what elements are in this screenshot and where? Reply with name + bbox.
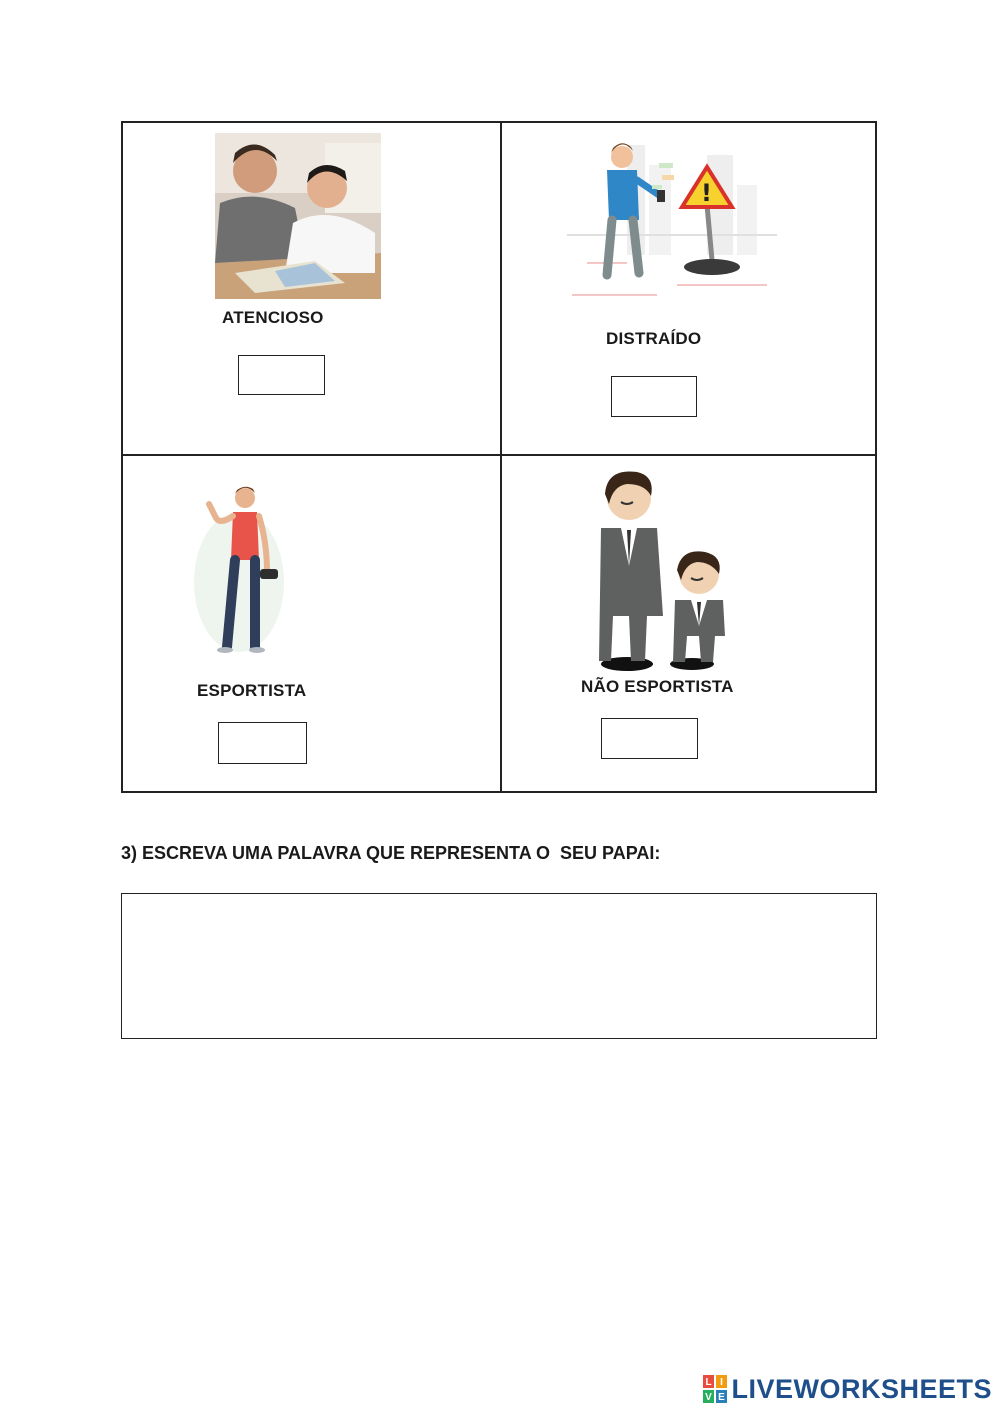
card-label: NÃO ESPORTISTA <box>581 677 734 696</box>
question-3: 3) ESCREVA UMA PALAVRA QUE REPRESENTA O SEU PAPAI: <box>121 843 661 863</box>
father-son-reading-illustration <box>215 133 381 299</box>
card-esportista <box>123 456 500 793</box>
card-label: ESPORTISTA <box>197 681 307 700</box>
brand-name: LIVEWORKSHEETS <box>731 1373 992 1404</box>
svg-text:E: E <box>718 1392 726 1403</box>
liveworksheets-footer <box>703 1373 992 1405</box>
card-atencioso <box>123 123 500 454</box>
card-distraido <box>502 123 877 454</box>
matching-grid <box>121 121 877 793</box>
card-nao-esportista <box>502 456 877 793</box>
answer-textbox[interactable] <box>121 893 877 1039</box>
svg-text:I: I <box>720 1377 724 1388</box>
answer-box-atencioso[interactable] <box>238 355 325 395</box>
card-label: ATENCIOSO <box>222 308 324 327</box>
answer-box-esportista[interactable] <box>218 722 307 764</box>
answer-box-nao-esportista[interactable] <box>601 718 698 759</box>
liveworksheets-logo-icon <box>703 1375 727 1403</box>
svg-text:L: L <box>705 1377 713 1388</box>
distracted-man-illustration <box>567 135 777 305</box>
card-label: DISTRAÍDO <box>606 329 702 348</box>
answer-box-distraido[interactable] <box>611 376 697 417</box>
two-businessmen-illustration <box>587 466 747 671</box>
man-dumbbell-illustration <box>189 482 289 657</box>
svg-text:!: ! <box>701 179 712 207</box>
svg-text:V: V <box>705 1392 713 1403</box>
